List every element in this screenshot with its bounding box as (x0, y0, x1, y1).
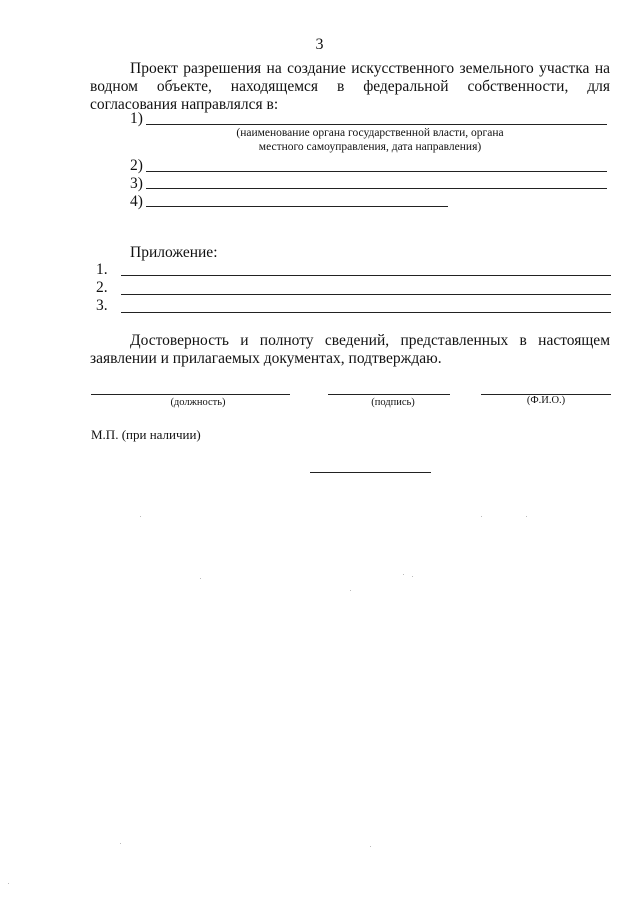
approval-item-1-number: 1) (130, 110, 143, 127)
approval-paragraph (90, 60, 610, 114)
signature-label: (подпись) (371, 397, 415, 408)
scan-speck (526, 516, 527, 517)
appendix-item-2-number: 2. (96, 279, 108, 296)
appendix-item-3-line[interactable] (121, 312, 611, 313)
position-label: (должность) (170, 397, 226, 408)
approval-caption (200, 126, 540, 154)
approval-paragraph-text: Проект разрешения на создание искусственного земельного участка на водном объекте, находящемся в федеральной собственности, для согласования направлялся в: (90, 60, 610, 113)
scan-speck (481, 516, 482, 517)
confirmation-paragraph (90, 332, 610, 368)
confirmation-paragraph-text: Достоверность и полноту сведений, представленных в настоящем заявлении и прилагаемых документах, подтверждаю. (90, 332, 610, 367)
scan-speck (412, 576, 413, 577)
name-label: (Ф.И.О.) (526, 395, 566, 406)
signature-line[interactable] (328, 394, 450, 395)
page-number: 3 (315, 36, 324, 53)
scan-speck (120, 843, 121, 844)
approval-caption-line-1: (наименование органа государственной власти, органа (236, 127, 504, 139)
approval-item-4-number: 4) (130, 193, 143, 210)
scan-speck (140, 516, 141, 517)
approval-caption-line-2: местного самоуправления, дата направления) (258, 141, 482, 153)
stamp-note: М.П. (при наличии) (91, 427, 201, 442)
approval-item-1-line[interactable] (146, 124, 607, 125)
scan-speck (8, 883, 9, 884)
approval-item-2-number: 2) (130, 157, 143, 174)
scan-speck (370, 846, 371, 847)
appendix-heading: Приложение: (130, 244, 218, 261)
approval-item-3-line[interactable] (146, 188, 607, 189)
scan-speck (350, 590, 351, 591)
approval-item-4-line[interactable] (146, 206, 448, 207)
position-line[interactable] (91, 394, 290, 395)
appendix-item-2-line[interactable] (121, 294, 611, 295)
scan-speck (200, 578, 201, 579)
scan-speck (403, 574, 404, 575)
appendix-item-3-number: 3. (96, 297, 108, 314)
appendix-item-1-line[interactable] (121, 275, 611, 276)
end-divider (310, 472, 431, 473)
approval-item-2-line[interactable] (146, 171, 607, 172)
appendix-item-1-number: 1. (96, 261, 108, 278)
approval-item-3-number: 3) (130, 175, 143, 192)
